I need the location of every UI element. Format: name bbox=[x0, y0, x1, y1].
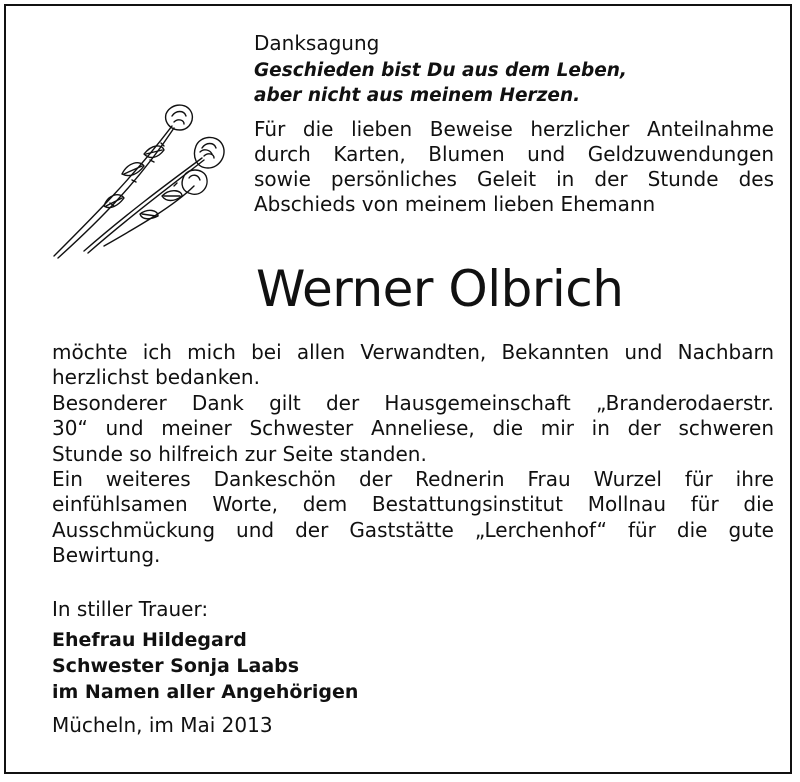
body-line: Stunde so hilfreich zur Seite standen. bbox=[52, 441, 427, 466]
body-line: Bewirtung. bbox=[52, 543, 161, 568]
body-line: einfühlsamen Worte, dem Bestattungsinstitut Mollnau für die bbox=[52, 492, 774, 517]
body-line: herzlichst bedanken. bbox=[52, 365, 260, 390]
intro-line: durch Karten, Blumen und Geldzuwendungen bbox=[254, 142, 774, 166]
roses-illustration bbox=[44, 96, 234, 266]
body-line: Ein weiteres Dankeschön der Rednerin Frau Wurzel für ihre bbox=[52, 467, 774, 492]
body-line: 30“ und meiner Schwester Anneliese, die mir in der schweren bbox=[52, 416, 774, 441]
intro-line: Für die lieben Beweise herzlicher Anteilnahme bbox=[254, 117, 774, 141]
signer-name: Schwester Sonja Laabs bbox=[52, 655, 300, 677]
motto-line-1: Geschieden bist Du aus dem Leben, bbox=[254, 60, 627, 81]
motto-line-2: aber nicht aus meinem Herzen. bbox=[254, 85, 581, 106]
signoff-block bbox=[52, 596, 652, 738]
intro-text bbox=[254, 117, 774, 217]
signer-name: Ehefrau Hildegard bbox=[52, 629, 247, 651]
intro-line: sowie persönliches Geleit in der Stunde des bbox=[254, 167, 774, 191]
header-block bbox=[254, 30, 778, 217]
body-line: Besonderer Dank gilt der Hausgemeinschaft „Branderodaerstr. bbox=[52, 390, 774, 415]
signer-name: im Namen aller Angehörigen bbox=[52, 681, 359, 703]
mourning-label: In stiller Trauer: bbox=[52, 597, 209, 621]
intro-line: Abschieds von meinem lieben Ehemann bbox=[254, 192, 656, 216]
body-line: möchte ich mich bei allen Verwandten, Bekannten und Nachbarn bbox=[52, 340, 774, 364]
place-date: Mücheln, im Mai 2013 bbox=[52, 713, 273, 737]
body-line: Ausschmückung und der Gaststätte „Lerchenhof“ für die gute bbox=[52, 517, 774, 542]
notice-heading: Danksagung bbox=[254, 31, 380, 55]
deceased-name: Werner Olbrich bbox=[256, 260, 624, 318]
body-text bbox=[52, 340, 774, 569]
